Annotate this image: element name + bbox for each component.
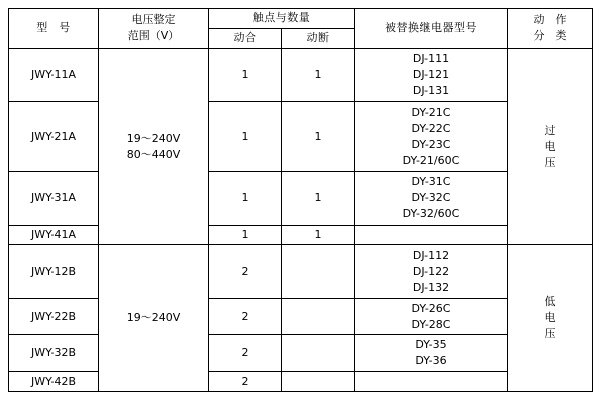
cell-model: JWY-21A [9, 102, 99, 172]
cell-replacement-models [355, 335, 508, 372]
cell-model: JWY-11A [9, 48, 99, 101]
replacement-model: DJ-122 [412, 264, 450, 278]
cell-contacts-nc: 1 [282, 48, 355, 101]
cell-contacts-no: 2 [209, 245, 282, 298]
action-class-chars [510, 294, 590, 342]
table-row [9, 245, 593, 298]
cell-contacts-nc: 1 [282, 225, 355, 245]
cell-action-class-group-2 [508, 245, 593, 392]
header-voltage [99, 9, 209, 49]
replacement-model: DY-28C [411, 317, 451, 331]
replacement-model: DY-21/60C [402, 153, 460, 167]
cell-contacts-nc: 1 [282, 172, 355, 225]
cell-replacement-models-empty [355, 372, 508, 392]
cell-replacement-models-empty [355, 225, 508, 245]
header-voltage-line2: 范围（V） [127, 29, 180, 43]
table-row [9, 372, 593, 392]
replacement-model: DY-32C [411, 191, 451, 205]
replacement-model: DY-21C [411, 105, 451, 119]
cell-model: JWY-12B [9, 245, 99, 298]
cell-contacts-nc [282, 335, 355, 372]
cell-contacts-nc [282, 245, 355, 298]
replacement-model: DY-26C [411, 301, 451, 315]
cell-replacement-models [355, 245, 508, 298]
cell-voltage-range-group-1 [99, 48, 209, 245]
action-class-char: 低 [544, 295, 556, 309]
voltage-line: 19～240V [126, 131, 181, 145]
table-row [9, 335, 593, 372]
cell-model: JWY-31A [9, 172, 99, 225]
action-class-char: 压 [544, 327, 556, 341]
document-page [0, 8, 600, 408]
voltage-lines [101, 310, 206, 326]
cell-contacts-no: 2 [209, 335, 282, 372]
cell-contacts-no: 1 [209, 225, 282, 245]
header-action-class [508, 9, 593, 49]
voltage-line: 19～240V [126, 311, 181, 325]
cell-voltage-range-group-2 [99, 245, 209, 392]
action-class-chars [510, 123, 590, 171]
cell-contacts-no: 1 [209, 102, 282, 172]
replacement-model: DY-36 [415, 354, 447, 368]
replacement-model: DY-35 [415, 338, 447, 352]
replacement-model: DJ-121 [412, 67, 450, 81]
header-replacement: 被替换继电器型号 [355, 9, 508, 49]
replacement-model: DY-23C [411, 137, 451, 151]
replacement-model: DJ-131 [412, 83, 450, 97]
cell-replacement-models [355, 298, 508, 335]
replacement-model: DJ-132 [412, 280, 450, 294]
cell-contacts-nc: 1 [282, 102, 355, 172]
cell-model: JWY-41A [9, 225, 99, 245]
voltage-line: 80～440V [126, 147, 181, 161]
replacement-model: DJ-112 [412, 248, 450, 262]
cell-action-class-group-1 [508, 48, 593, 245]
header-contacts-nc: 动断 [282, 28, 355, 48]
relay-specification-table [8, 8, 593, 392]
replacement-model: DJ-111 [412, 52, 450, 66]
cell-replacement-models [355, 172, 508, 225]
table-row [9, 298, 593, 335]
table-row [9, 48, 593, 101]
cell-contacts-nc [282, 372, 355, 392]
cell-replacement-models [355, 102, 508, 172]
cell-contacts-no: 1 [209, 48, 282, 101]
header-action-class-line2: 分 类 [533, 29, 567, 43]
voltage-lines [101, 131, 206, 163]
header-model: 型 号 [9, 9, 99, 49]
action-class-char: 电 [544, 139, 556, 153]
action-class-char: 电 [544, 311, 556, 325]
replacement-model: DY-31C [411, 175, 451, 189]
action-class-char: 压 [544, 155, 556, 169]
cell-contacts-no: 2 [209, 372, 282, 392]
table-row [9, 102, 593, 172]
replacement-model: DY-32/60C [402, 207, 460, 221]
cell-contacts-no: 1 [209, 172, 282, 225]
table-header-row-1 [9, 9, 593, 29]
cell-replacement-models [355, 48, 508, 101]
replacement-model: DY-22C [411, 121, 451, 135]
cell-model: JWY-42B [9, 372, 99, 392]
table-row [9, 172, 593, 225]
action-class-char: 过 [544, 123, 556, 137]
header-contacts: 触点与数量 [209, 9, 355, 29]
cell-contacts-no: 2 [209, 298, 282, 335]
cell-model: JWY-22B [9, 298, 99, 335]
table-row [9, 225, 593, 245]
header-contacts-no: 动合 [209, 28, 282, 48]
cell-contacts-nc [282, 298, 355, 335]
header-voltage-line1: 电压整定 [131, 13, 176, 27]
cell-model: JWY-32B [9, 335, 99, 372]
header-action-class-line1: 动 作 [533, 13, 567, 27]
